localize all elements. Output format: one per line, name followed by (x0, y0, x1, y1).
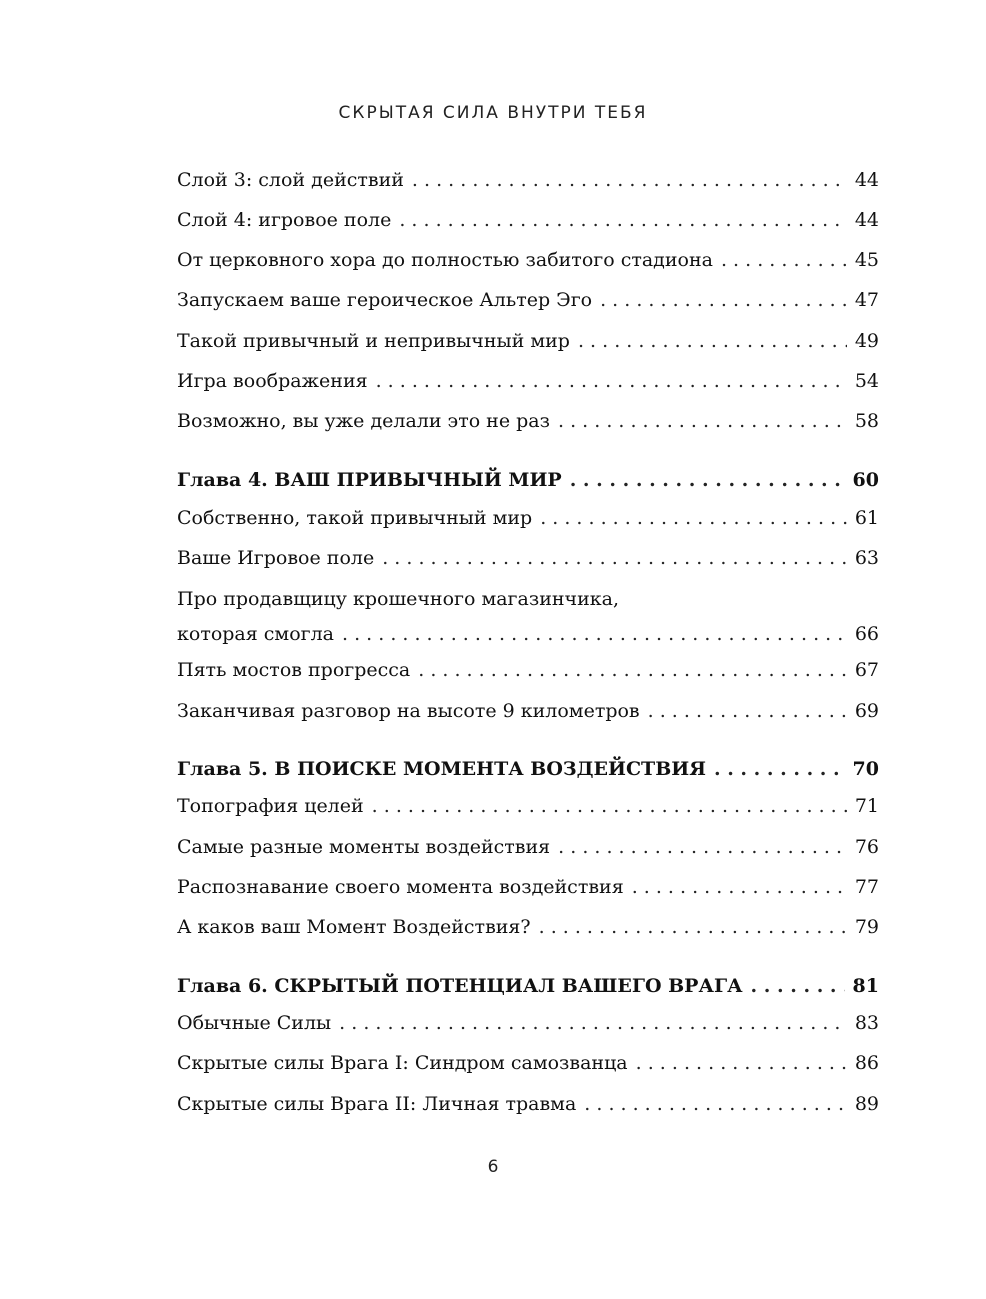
toc-entry-page: 58 (854, 410, 879, 432)
toc-entry (177, 872, 879, 902)
toc-entry-title: Обычные Силы (177, 1012, 332, 1034)
toc-entry (177, 245, 879, 275)
dot-leader (540, 503, 847, 533)
toc-entry (177, 406, 879, 436)
dot-leader (648, 696, 847, 726)
toc-chapter-page: 60 (852, 469, 879, 491)
toc-entry (177, 584, 879, 650)
dot-leader (558, 406, 847, 436)
toc-entry-title: Распознавание своего момента воздействия (177, 876, 624, 898)
dot-leader (412, 165, 847, 195)
toc-chapter-page: 70 (852, 758, 879, 780)
toc-entry-page: 69 (854, 700, 879, 722)
dot-leader (751, 971, 845, 1001)
toc-entry-title: Самые разные моменты воздействия (177, 836, 551, 858)
toc-entry (177, 832, 879, 862)
dot-leader (376, 366, 847, 396)
toc-entry-page: 89 (854, 1093, 879, 1115)
toc-entry (177, 205, 879, 235)
toc-entry-title: А каков ваш Момент Воздействия? (177, 916, 531, 938)
toc-chapter-title: Глава 5. В ПОИСКЕ МОМЕНТА ВОЗДЕЙСТВИЯ (177, 758, 706, 780)
dot-leader (584, 1089, 847, 1119)
toc-entry-title: которая смогла (177, 623, 334, 645)
toc-entry (177, 1048, 879, 1078)
toc-entry-title: Пять мостов прогресса (177, 659, 411, 681)
toc-entry-title: Заканчивая разговор на высоте 9 километров (177, 700, 640, 722)
dot-leader (558, 832, 847, 862)
toc-entry (177, 326, 879, 356)
toc-entry-title: Слой 4: игровое поле (177, 209, 392, 231)
toc-entry-title: Топография целей (177, 795, 364, 817)
toc-chapter-heading (177, 465, 879, 495)
toc-entry-page: 76 (854, 836, 879, 858)
dot-leader (342, 619, 847, 649)
toc-entry-title: Скрытые силы Врага I: Синдром самозванца (177, 1052, 628, 1074)
toc-entry (177, 165, 879, 195)
toc-entry-page: 61 (854, 507, 879, 529)
toc-entry-title: Собственно, такой привычный мир (177, 507, 533, 529)
toc-entry-title: Игра воображения (177, 370, 368, 392)
toc-entry-page: 77 (854, 876, 879, 898)
toc-entry (177, 1008, 879, 1038)
toc-entry (177, 696, 879, 726)
toc-entry-page: 71 (854, 795, 879, 817)
toc-entry-page: 86 (854, 1052, 879, 1074)
toc-entry (177, 791, 879, 821)
toc-entry-title: Возможно, вы уже делали это не раз (177, 410, 550, 432)
toc-chapter-title: Глава 6. СКРЫТЫЙ ПОТЕНЦИАЛ ВАШЕГО ВРАГА (177, 975, 743, 997)
dot-leader (632, 872, 847, 902)
toc-entry-page: 66 (854, 623, 879, 645)
toc-entry-page: 44 (854, 209, 879, 231)
toc-entry (177, 285, 879, 315)
toc-entry (177, 543, 879, 573)
dot-leader (570, 465, 845, 495)
toc-entry-page: 63 (854, 547, 879, 569)
toc-entry-title: Запускаем ваше героическое Альтер Эго (177, 289, 593, 311)
toc-entry-page: 79 (854, 916, 879, 938)
dot-leader (721, 245, 847, 275)
dot-leader (372, 791, 847, 821)
toc-entry (177, 366, 879, 396)
toc-entry-page: 47 (854, 289, 879, 311)
toc-chapter-title: Глава 4. ВАШ ПРИВЫЧНЫЙ МИР (177, 469, 562, 491)
toc-chapter-page: 81 (852, 975, 879, 997)
toc-entry (177, 503, 879, 533)
toc-entry-page: 49 (854, 330, 879, 352)
toc-entry-title: От церковного хора до полностью забитого стадиона (177, 249, 713, 271)
dot-leader (418, 655, 847, 685)
toc-entry-page: 44 (854, 169, 879, 191)
running-head: СКРЫТАЯ СИЛА ВНУТРИ ТЕБЯ (338, 103, 648, 123)
toc-chapter-heading (177, 754, 879, 784)
dot-leader (636, 1048, 847, 1078)
page-number: 6 (487, 1157, 499, 1177)
toc-entry-page: 45 (854, 249, 879, 271)
toc-entry (177, 912, 879, 942)
toc-entry (177, 655, 879, 685)
toc-entry-title-line1: Про продавщицу крошечного магазинчика, (177, 588, 619, 610)
dot-leader (600, 285, 847, 315)
toc-entry-title: Ваше Игровое поле (177, 547, 375, 569)
dot-leader (714, 754, 845, 784)
toc-entry-title: Такой привычный и непривычный мир (177, 330, 570, 352)
dot-leader (539, 912, 847, 942)
dot-leader (339, 1008, 847, 1038)
toc-entry-title: Слой 3: слой действий (177, 169, 404, 191)
toc-entry-page: 83 (854, 1012, 879, 1034)
toc-entry-page: 67 (854, 659, 879, 681)
dot-leader (382, 543, 847, 573)
dot-leader (399, 205, 846, 235)
toc-chapter-heading (177, 971, 879, 1001)
dot-leader (578, 326, 847, 356)
toc-entry-title: Скрытые силы Врага II: Личная травма (177, 1093, 577, 1115)
toc-entry (177, 1089, 879, 1119)
toc-entry-page: 54 (854, 370, 879, 392)
